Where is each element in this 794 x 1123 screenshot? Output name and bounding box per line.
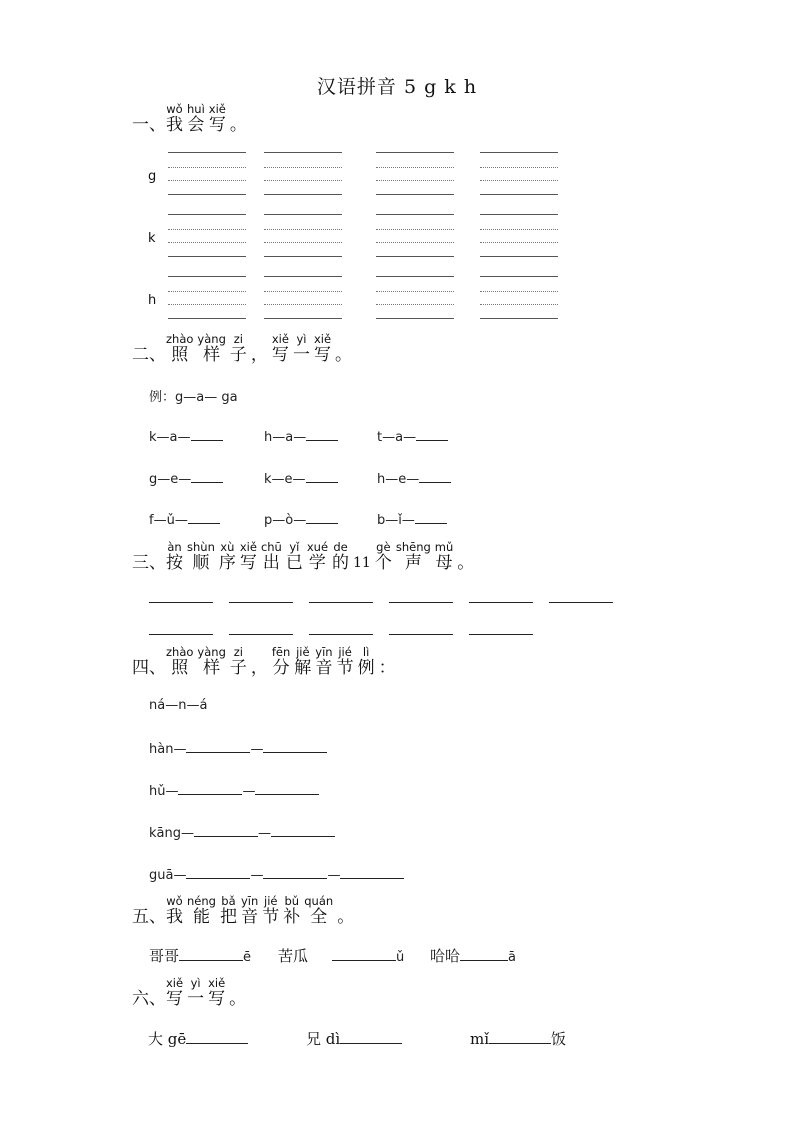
pinyin-text: wǒ [166, 102, 183, 116]
sec2-example: 例：g—a— ga [149, 390, 238, 405]
hanzi-text: 把 [219, 907, 237, 927]
pinyin-char [230, 646, 247, 678]
answer-blank[interactable] [271, 824, 335, 837]
section-end-punct: ： [378, 658, 396, 678]
grid-line [376, 318, 454, 319]
write-letter-g: g [148, 169, 157, 184]
grid-line [168, 276, 246, 277]
section-1-heading [132, 103, 251, 135]
grid-line [376, 291, 454, 292]
hanzi-text: 照 [171, 345, 189, 365]
grid-line [168, 167, 246, 168]
grid-line [264, 304, 342, 305]
grid-line [264, 214, 342, 215]
pinyin-text: huì [187, 102, 205, 116]
pinyin-text: yàng [197, 645, 226, 659]
pinyin-text: yīn [315, 645, 333, 659]
pinyin-text: xiě [208, 976, 226, 990]
pinyin-text: yì [190, 976, 201, 990]
hanzi-text: 写 [313, 345, 331, 365]
grid-line [168, 304, 246, 305]
pinyin-text: yīn [240, 894, 259, 908]
pinyin-text: xiě [208, 102, 226, 116]
grid-line [376, 167, 454, 168]
hanzi-text: 节 [336, 658, 354, 678]
grid-line [376, 229, 454, 230]
pinyin-text: zhào [166, 645, 194, 659]
hanzi-text: 个 [374, 553, 392, 573]
hanzi-text: 音 [315, 658, 333, 678]
pinyin-char [272, 646, 290, 678]
sec5-item: 哥哥 ē [149, 947, 252, 965]
sec4-item: kāng— — [149, 824, 335, 841]
sec5-item: 哈哈 ā [430, 947, 516, 965]
sec2-item: k—a— [149, 428, 223, 445]
hanzi-text: 写 [208, 989, 226, 1009]
hanzi-text: 样 [203, 658, 221, 678]
pinyin-char [283, 895, 300, 927]
pinyin-char [166, 646, 193, 678]
answer-blank[interactable] [306, 470, 338, 483]
sec2-item: b—ǐ— [377, 511, 447, 528]
answer-blank[interactable] [415, 511, 447, 524]
pinyin-text: bǔ [284, 894, 300, 908]
hanzi-text: 顺 [192, 553, 210, 573]
hanzi-text: 子 [229, 345, 247, 365]
section-end-punct: 。 [229, 989, 247, 1009]
pinyin-text: fēn [271, 645, 291, 659]
pinyin-char [219, 541, 236, 573]
grid-line [264, 242, 342, 243]
hanzi-text: 写 [208, 115, 226, 135]
sec6-item: mǐ 饭 [470, 1030, 567, 1048]
grid-line [480, 318, 558, 319]
pinyin-char [166, 541, 183, 573]
hanzi-text: 样 [203, 345, 221, 365]
pinyin-char [353, 541, 371, 573]
grid-line [480, 214, 558, 215]
pinyin-text: xué [306, 540, 329, 554]
grid-line [264, 180, 342, 181]
grid-line [480, 291, 558, 292]
page-title: 汉语拼音 5 g k h [316, 76, 478, 98]
answer-blank[interactable] [263, 740, 327, 753]
hanzi-text: 例 [357, 658, 375, 678]
grid-line [480, 276, 558, 277]
answer-blank[interactable] [263, 866, 327, 879]
pinyin-text [353, 541, 371, 553]
pinyin-char [294, 646, 311, 678]
pinyin-char [358, 646, 375, 678]
hanzi-text: 分 [272, 658, 290, 678]
answer-blank[interactable] [179, 948, 243, 961]
answer-blank[interactable] [416, 428, 448, 441]
answer-blank[interactable] [188, 511, 220, 524]
answer-blank[interactable] [186, 866, 250, 879]
pinyin-text [251, 333, 268, 345]
pinyin-text: zi [233, 645, 243, 659]
pinyin-char [197, 646, 225, 678]
section-number: 六、 [132, 989, 166, 1009]
hanzi-text: 出 [262, 553, 280, 573]
pinyin-char [240, 541, 257, 573]
hanzi-text: 子 [229, 658, 247, 678]
grid-line [480, 256, 558, 257]
sec2-item: t—a— [377, 428, 448, 445]
pinyin-text: zi [233, 332, 243, 346]
pinyin-char [332, 541, 349, 573]
pinyin-char [230, 333, 247, 365]
pinyin-char [166, 333, 193, 365]
grid-line [480, 180, 558, 181]
sec2-item: h—a— [264, 428, 338, 445]
pinyin-text: yǐ [289, 540, 300, 554]
sec2-item: k—e— [264, 470, 338, 487]
pinyin-text: jié [338, 645, 352, 659]
grid-line [168, 256, 246, 257]
grid-line [480, 304, 558, 305]
pinyin-char [241, 895, 258, 927]
answer-line[interactable] [469, 634, 533, 635]
grid-line [480, 229, 558, 230]
answer-line[interactable] [229, 634, 293, 635]
answer-blank[interactable] [194, 824, 258, 837]
answer-blank[interactable] [306, 428, 338, 441]
answer-line[interactable] [309, 602, 373, 603]
grid-line [376, 180, 454, 181]
grid-line [264, 256, 342, 257]
pinyin-text: xiě [313, 332, 332, 346]
section-end-punct: 。 [229, 115, 247, 135]
answer-blank[interactable] [178, 782, 242, 795]
grid-line [376, 276, 454, 277]
grid-line [376, 242, 454, 243]
pinyin-char [251, 646, 268, 678]
grid-line [168, 180, 246, 181]
hanzi-text: 照 [171, 658, 189, 678]
answer-line[interactable] [309, 634, 373, 635]
hanzi-text: ， [250, 345, 268, 365]
section-end-punct: 。 [337, 907, 355, 927]
grid-line [480, 167, 558, 168]
pinyin-char [314, 333, 331, 365]
answer-line[interactable] [469, 602, 533, 603]
grid-line [376, 256, 454, 257]
pinyin-char [304, 895, 333, 927]
pinyin-text: yì [296, 332, 307, 346]
grid-line [168, 318, 246, 319]
pinyin-text: de [333, 540, 348, 554]
hanzi-text: 一 [187, 989, 205, 1009]
section-number: 一、 [132, 115, 166, 135]
grid-line [480, 152, 558, 153]
hanzi-text: 节 [262, 907, 280, 927]
pinyin-char [166, 103, 183, 135]
answer-blank[interactable] [191, 428, 223, 441]
write-letter-k: k [148, 231, 156, 246]
grid-line [168, 229, 246, 230]
pinyin-char [375, 541, 392, 573]
grid-line [264, 229, 342, 230]
pinyin-char [262, 895, 279, 927]
hanzi-text: 序 [218, 553, 236, 573]
pinyin-text: néng [187, 894, 216, 908]
grid-line [376, 304, 454, 305]
pinyin-text: lì [362, 645, 370, 659]
grid-line [376, 194, 454, 195]
grid-line [168, 214, 246, 215]
pinyin-char [435, 541, 454, 573]
pinyin-char [315, 646, 332, 678]
answer-blank[interactable] [332, 948, 396, 961]
pinyin-char [187, 977, 204, 1009]
pinyin-char [166, 895, 183, 927]
grid-line [264, 167, 342, 168]
pinyin-char [337, 646, 354, 678]
grid-line [264, 276, 342, 277]
pinyin-text: yàng [197, 332, 226, 346]
write-letter-h: h [148, 293, 157, 308]
hanzi-text: 写 [166, 989, 184, 1009]
hanzi-text: 写 [239, 553, 257, 573]
answer-blank[interactable] [340, 1031, 402, 1044]
pinyin-text: xiě [239, 540, 257, 554]
grid-line [376, 214, 454, 215]
hanzi-text: 我 [166, 115, 183, 135]
section-number: 五、 [132, 907, 166, 927]
answer-blank[interactable] [186, 740, 250, 753]
grid-line [480, 242, 558, 243]
hanzi-text: 的 [332, 553, 350, 573]
pinyin-char [220, 895, 237, 927]
sec4-example: ná—n—á [149, 698, 208, 713]
sec4-item: hǔ— — [149, 782, 319, 799]
answer-blank[interactable] [186, 1031, 248, 1044]
section-5-heading [132, 895, 358, 927]
pinyin-text: bǎ [221, 894, 236, 908]
pinyin-text [251, 646, 268, 658]
pinyin-char [396, 541, 431, 573]
pinyin-text: jiě [296, 645, 310, 659]
sec5-item: 苦瓜 ǔ [278, 947, 405, 965]
sec2-item: p—ò— [264, 511, 338, 528]
answer-line[interactable] [149, 634, 213, 635]
pinyin-text: zhào [166, 332, 194, 346]
section-2-heading [132, 333, 356, 365]
section-6-heading [132, 977, 250, 1009]
grid-line [480, 194, 558, 195]
pinyin-text: xiě [166, 976, 184, 990]
pinyin-text: quán [304, 894, 334, 908]
answer-blank[interactable] [489, 1031, 551, 1044]
hanzi-text: 一 [292, 345, 310, 365]
answer-blank[interactable] [306, 511, 338, 524]
section-end-punct: 。 [457, 553, 475, 573]
pinyin-char [187, 541, 215, 573]
hanzi-text: 已 [285, 553, 303, 573]
answer-blank[interactable] [255, 782, 319, 795]
pinyin-char [209, 103, 226, 135]
pinyin-char [208, 977, 225, 1009]
hanzi-text: 母 [435, 553, 453, 573]
hanzi-text: 音 [241, 907, 259, 927]
pinyin-text: jié [264, 894, 278, 908]
grid-line [264, 152, 342, 153]
pinyin-char [197, 333, 225, 365]
grid-line [168, 291, 246, 292]
sec6-item: 大 gē [148, 1028, 248, 1049]
section-number: 三、 [132, 553, 166, 573]
answer-blank[interactable] [191, 470, 223, 483]
sec4-item: guā— — — [149, 866, 404, 883]
pinyin-text: gè [376, 540, 391, 554]
pinyin-char [293, 333, 310, 365]
sec6-item: 兄 dì [306, 1028, 402, 1049]
answer-blank[interactable] [419, 470, 451, 483]
grid-line [264, 291, 342, 292]
hanzi-text: 解 [294, 658, 312, 678]
sec4-item: hàn— — [149, 740, 327, 757]
sec2-item: h—e— [377, 470, 451, 487]
pinyin-text: chū [260, 540, 282, 554]
grid-line [264, 194, 342, 195]
pinyin-text: xù [220, 540, 235, 554]
answer-blank[interactable] [460, 948, 508, 961]
hanzi-text: 全 [310, 907, 328, 927]
pinyin-char [187, 895, 216, 927]
section-end-punct: 。 [335, 345, 353, 365]
answer-line[interactable] [389, 602, 453, 603]
grid-line [168, 242, 246, 243]
section-3-heading [132, 541, 478, 573]
answer-line[interactable] [229, 602, 293, 603]
pinyin-char [286, 541, 303, 573]
pinyin-char [307, 541, 328, 573]
grid-line [376, 152, 454, 153]
pinyin-text: shùn [187, 540, 215, 554]
hanzi-text: 补 [283, 907, 301, 927]
answer-line[interactable] [549, 602, 613, 603]
section-number: 四、 [132, 658, 166, 678]
pinyin-char [166, 977, 183, 1009]
answer-line[interactable] [149, 602, 213, 603]
hanzi-text: ， [250, 658, 268, 678]
answer-line[interactable] [389, 634, 453, 635]
answer-blank[interactable] [340, 866, 404, 879]
pinyin-char [272, 333, 289, 365]
pinyin-text: xiě [271, 332, 289, 346]
grid-line [168, 152, 246, 153]
pinyin-char [187, 103, 205, 135]
hanzi-text: 写 [271, 345, 289, 365]
section-4-heading [132, 646, 400, 678]
hanzi-text: 11 [353, 555, 371, 571]
pinyin-text: shēng [395, 540, 431, 554]
pinyin-text: wǒ [166, 894, 183, 908]
hanzi-text: 按 [166, 553, 183, 573]
sec2-item: f—ǔ— [149, 511, 220, 528]
pinyin-text: mǔ [434, 540, 454, 554]
grid-line [168, 194, 246, 195]
pinyin-text: àn [167, 540, 182, 554]
pinyin-char [261, 541, 282, 573]
hanzi-text: 声 [404, 553, 422, 573]
hanzi-text: 我 [166, 907, 183, 927]
hanzi-text: 会 [187, 115, 205, 135]
hanzi-text: 能 [192, 907, 210, 927]
sec2-item: g—e— [149, 470, 223, 487]
section-number: 二、 [132, 345, 166, 365]
hanzi-text: 学 [308, 553, 326, 573]
pinyin-char [251, 333, 268, 365]
grid-line [264, 318, 342, 319]
